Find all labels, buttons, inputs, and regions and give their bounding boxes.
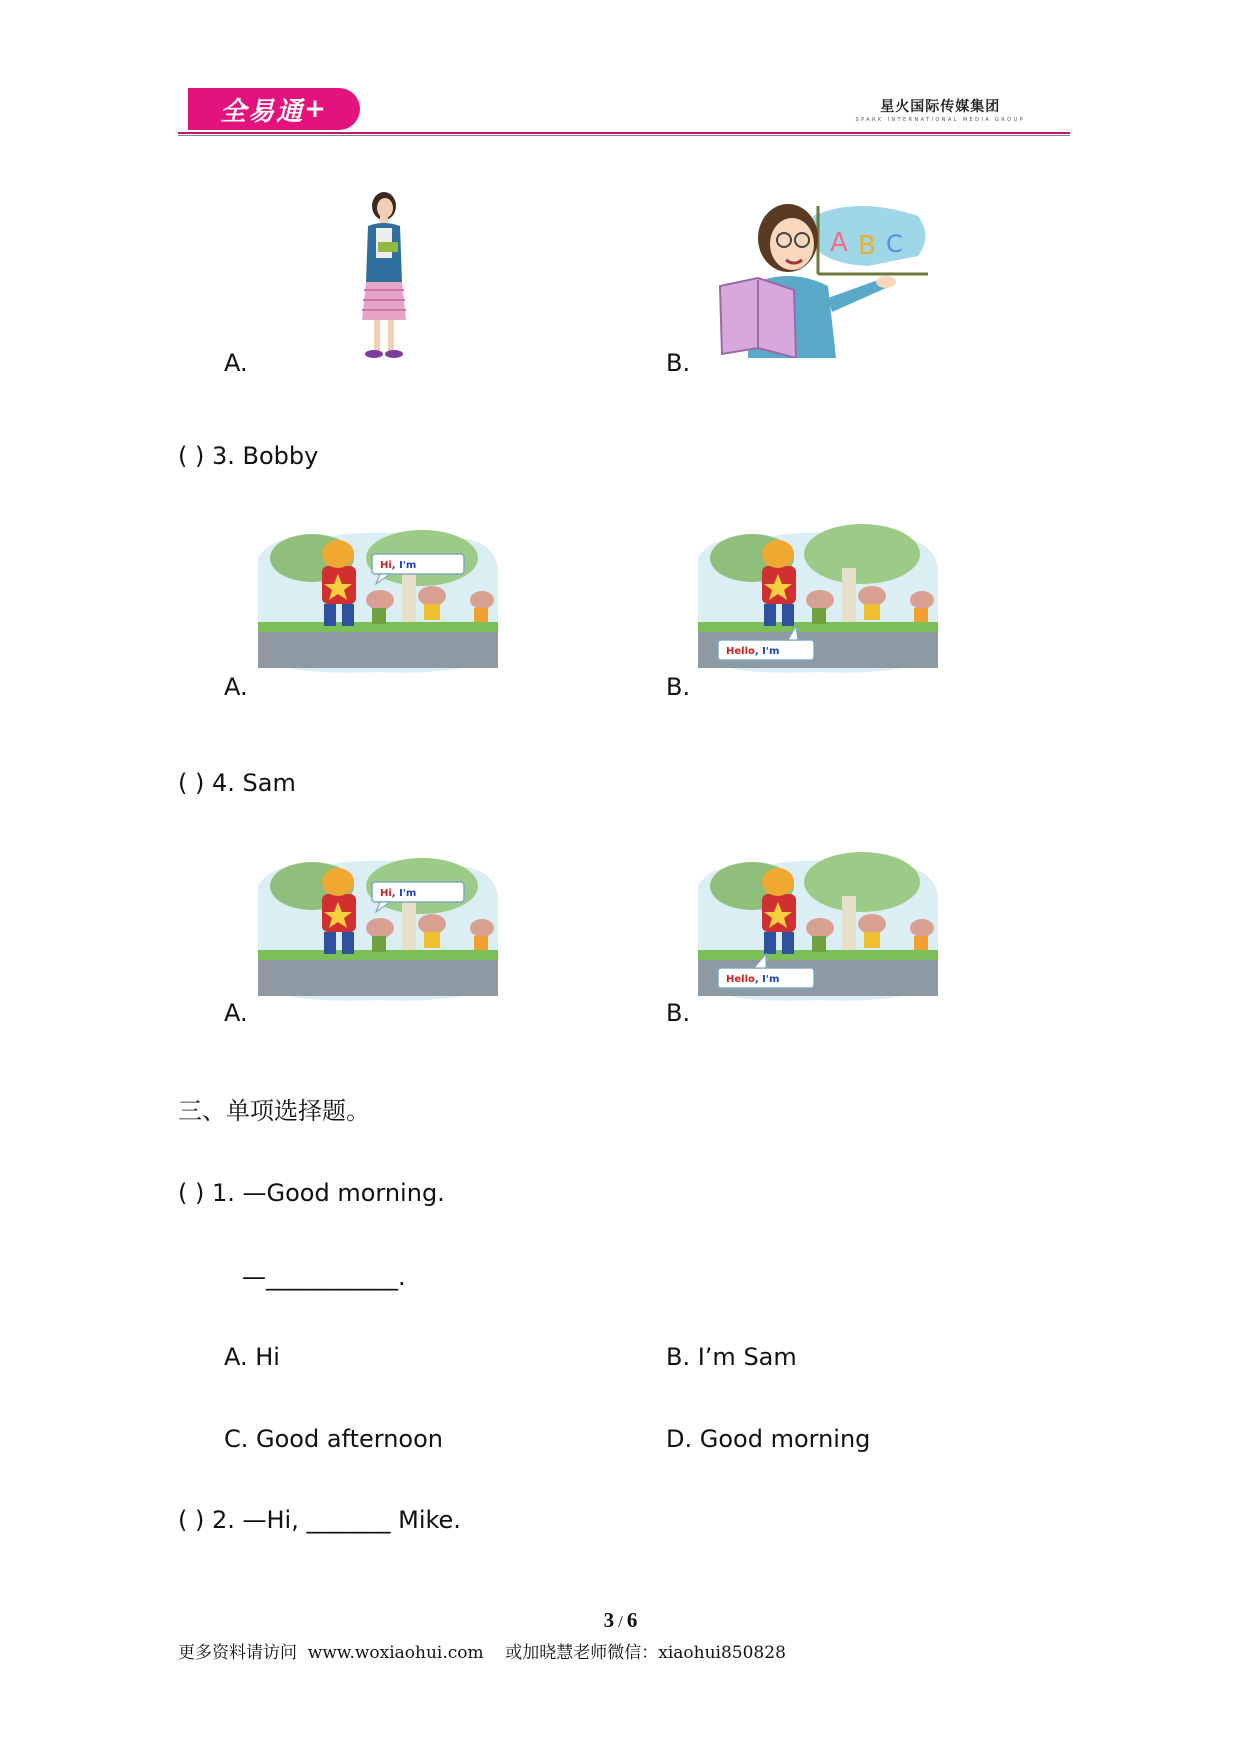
header-rule-thin bbox=[178, 135, 1070, 136]
q3-a-bubble-rest: , I'm bbox=[391, 560, 417, 571]
q4-option-a-scene bbox=[252, 846, 502, 1006]
page-number bbox=[0, 1608, 1241, 1633]
section-3-title: 三、单项选择题。 bbox=[178, 1097, 370, 1125]
q3-b-bubble-rest: , I'm bbox=[754, 646, 780, 657]
publisher-name-en: SPARK INTERNATIONAL MEDIA GROUP bbox=[855, 117, 1025, 123]
s3-question-2-stem: ( ) 2. —Hi, _______ Mike. bbox=[178, 1506, 461, 1534]
page-separator: / bbox=[618, 1612, 623, 1631]
q3-option-b-scene bbox=[692, 518, 942, 694]
svg-text:B: B bbox=[858, 231, 876, 261]
publisher-brand bbox=[856, 96, 1025, 123]
q4-option-a-label: A. bbox=[224, 999, 248, 1027]
footer-note: 更多资料请访问 www.woxiaohui.com 或加晓慧老师微信：xiaohui850828 bbox=[178, 1643, 786, 1663]
question-3: ( ) 3. Bobby bbox=[178, 442, 319, 470]
q3-a-bubble-hi: Hi bbox=[380, 560, 392, 571]
q4-b-bubble-rest: , I'm bbox=[754, 974, 780, 985]
s3-q1-option-c: C. Good afternoon bbox=[224, 1425, 443, 1453]
q2-option-b-label: B. bbox=[666, 349, 691, 377]
q4-option-b-label: B. bbox=[666, 999, 691, 1027]
q3-b-bubble-hi: Hello bbox=[726, 646, 755, 657]
q4-a-bubble-hi: Hi bbox=[380, 888, 392, 899]
q4-b-bubble-hi: Hello bbox=[726, 974, 755, 985]
s3-q1-option-b: B. I’m Sam bbox=[666, 1343, 797, 1371]
svg-text:Hi, I'm bbox=[380, 560, 416, 571]
svg-text:A: A bbox=[830, 228, 848, 258]
q4-option-b-scene bbox=[692, 846, 942, 1022]
question-4: ( ) 4. Sam bbox=[178, 769, 296, 797]
page-current: 3 bbox=[603, 1608, 615, 1632]
s3-q1-option-d: D. Good morning bbox=[666, 1425, 871, 1453]
svg-text:Hi, I'm bbox=[380, 888, 416, 899]
q3-option-a-label: A. bbox=[224, 673, 248, 701]
q3-option-b-label: B. bbox=[666, 673, 691, 701]
teacher-abc-image bbox=[718, 186, 938, 358]
svg-text:Hello, I'm bbox=[726, 974, 779, 985]
s3-question-1-answer-line: —___________. bbox=[242, 1263, 406, 1291]
brand-logo: 全易通 + bbox=[188, 88, 360, 130]
q2-option-a-label: A. bbox=[224, 349, 248, 377]
publisher-name-cn: 星火国际传媒集团 bbox=[880, 99, 1001, 115]
svg-text:C: C bbox=[886, 230, 903, 258]
woman-standing-image bbox=[350, 186, 420, 362]
s3-question-1-stem: ( ) 1. —Good morning. bbox=[178, 1179, 445, 1207]
q3-option-a-scene bbox=[252, 518, 502, 678]
svg-text:Hello, I'm bbox=[726, 646, 779, 657]
q4-a-bubble-rest: , I'm bbox=[391, 888, 417, 899]
header-rule bbox=[178, 132, 1070, 134]
page-total: 6 bbox=[626, 1608, 638, 1632]
s3-q1-option-a: A. Hi bbox=[224, 1343, 280, 1371]
